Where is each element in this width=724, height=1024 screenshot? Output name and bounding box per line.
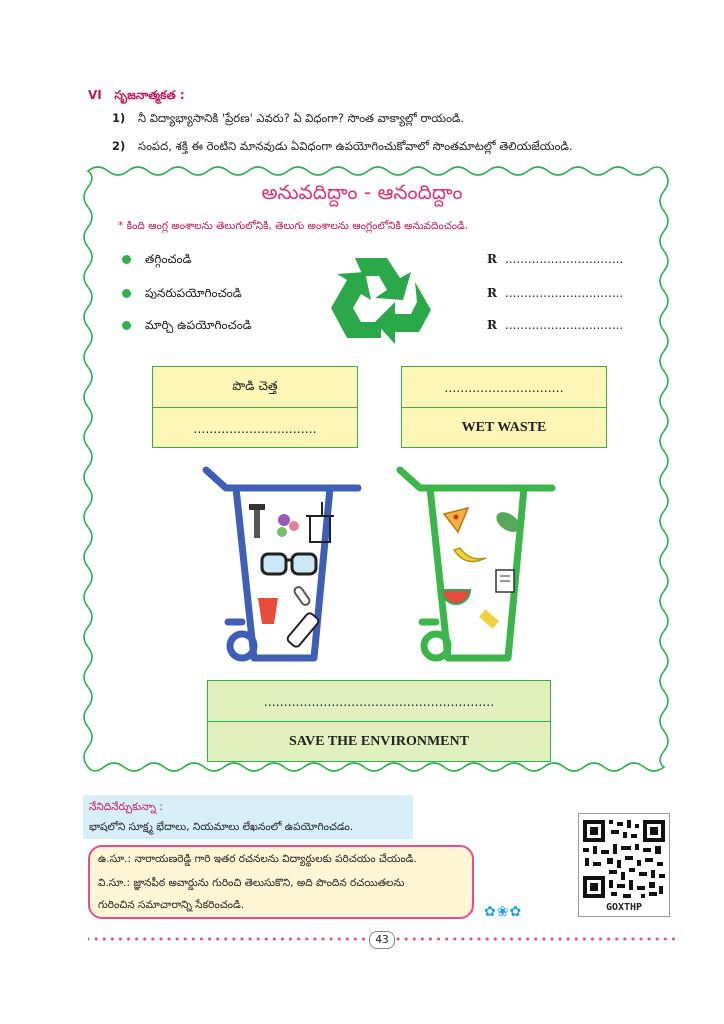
box-label: SAVE THE ENVIRONMENT	[208, 721, 550, 762]
question-number: 1)	[112, 111, 126, 125]
project-box	[88, 845, 474, 919]
r-answer-row	[487, 286, 623, 300]
bullet-item	[122, 252, 192, 269]
bullet-item	[122, 318, 252, 335]
screw-icon	[249, 504, 265, 538]
recycle-icon	[325, 248, 437, 348]
bullet-text: పునరుపయోగించండి	[145, 286, 242, 300]
r-letter: R	[487, 318, 497, 332]
activity-instruction: * కింది ఆంగ్ల అంశాలను తెలుగులోనికి, తెలుగు అంశాలను ఆంగ్లంలోనికి అనువదించండి.	[118, 220, 469, 232]
answer-blank[interactable]: ...............................	[153, 407, 357, 448]
activity-title: అనువదిద్దాం - ఆనందిద్దాం	[261, 180, 463, 204]
page-number: 43	[369, 931, 395, 949]
r-letter: R	[487, 252, 497, 266]
r-letter: R	[487, 286, 497, 300]
qr-code[interactable]	[578, 813, 670, 917]
answer-blank[interactable]: ...............................	[504, 252, 624, 266]
answer-blank[interactable]: ...............................	[504, 318, 624, 332]
section-title: సృజనాత్మకత :	[114, 88, 185, 102]
question-text: సంపద, శక్తి ఈ రెంటిని మానవుడు ఏవిధంగా ఉపయోగించుకోవాలో సొంతమాటల్లో తెలియజేయండి.	[138, 139, 573, 153]
bullet-text: తగ్గించండి	[145, 252, 192, 266]
learned-title: నేనిదినేర్చుకున్నా :	[89, 801, 163, 813]
section-heading	[88, 88, 185, 105]
watermelon-icon	[442, 590, 470, 604]
r-answer-row	[487, 252, 623, 266]
banana-icon	[454, 548, 486, 562]
section-label: VI	[88, 88, 102, 102]
plastic-cup-icon	[258, 598, 278, 624]
project-line: గురించిన సమాచారాన్ని సేకరించండి.	[98, 899, 245, 911]
answer-blank[interactable]: ..............................	[444, 379, 564, 395]
answer-blank[interactable]: ...............................	[504, 286, 624, 300]
flower-decoration-icon: ✿❀✿	[484, 904, 523, 920]
project-line: వి.సూ.: జ్ఞానపీఠ అవార్డును గురించి తెలుసుకొని, అది పొందిన రచయితలను	[98, 877, 405, 889]
question-2	[112, 139, 573, 156]
pills-icon	[277, 514, 299, 537]
learned-text: భాషలోని సూక్ష్మ భేదాలు, నియమాలు లేఖనంలో ఉపయోగించడం.	[89, 821, 354, 833]
bullet-dot-icon	[122, 289, 131, 298]
qr-code-label: GOXTHP	[605, 902, 643, 913]
answer-blank[interactable]: ..........................................................	[263, 693, 495, 709]
question-1	[112, 111, 464, 128]
box-label: WET WASTE	[402, 407, 606, 448]
pizza-slice-icon	[444, 508, 468, 532]
dry-waste-box	[152, 366, 358, 448]
green-dustbin-icon	[392, 462, 562, 674]
learned-box	[83, 795, 413, 839]
bullet-text: మార్చి ఉపయోగించండి	[145, 318, 252, 332]
bullet-item	[122, 286, 242, 303]
project-line: ఉ.సూ.: నారాయణరెడ్డి గారి ఇతర రచనలను విద్యార్థులకు పరిచయం చేయండి.	[98, 853, 417, 865]
question-text: నీ విద్యాభ్యాసానికి 'ప్రేరణ' ఎవరు? ఏ విధంగా? సొంత వాక్యాల్లో రాయండి.	[138, 111, 465, 125]
bullet-dot-icon	[122, 321, 131, 330]
save-environment-box	[207, 680, 551, 762]
wet-waste-box	[401, 366, 607, 448]
blue-dustbin-icon	[198, 462, 368, 674]
qr-code-pattern	[579, 816, 669, 902]
box-label: పొడి చెత్త	[232, 377, 278, 393]
paper-clip-icon	[293, 586, 311, 607]
eyeglasses-icon	[262, 554, 316, 574]
paper-icon	[496, 570, 514, 592]
bullet-dot-icon	[122, 255, 131, 264]
r-answer-row	[487, 318, 623, 332]
question-number: 2)	[112, 139, 126, 153]
candy-icon	[479, 609, 499, 628]
